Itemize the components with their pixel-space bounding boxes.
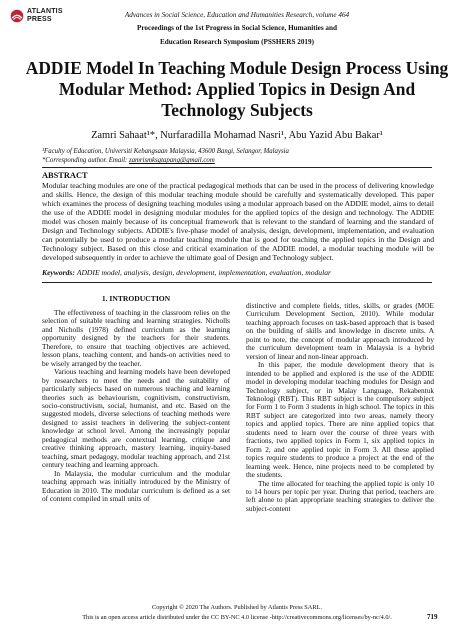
body-paragraph: distinctive and complete fields, titles, skills, or grades (MOE Curriculum Development Section, 2010). While modular teaching approach focuses on task-based approach that is based on the building of skills and knowledge in discrete units. A point to note, the concept of modular approach introduced by the curriculum development team in Malaysia is a hybrid version of linear and non-linear approach.	[246, 301, 434, 361]
right-column	[246, 302, 434, 513]
corresponding-author	[42, 156, 289, 165]
author-list: Zamri Sahaat¹*, Nurfaradilla Mohamad Nasri¹, Abu Yazid Abu Bakar¹	[91, 130, 383, 141]
keywords-list: ADDIE model, analysis, design, development, implementation, evaluation, modular	[76, 268, 331, 277]
series-header: Advances in Social Science, Education and Humanities Research, volume 464	[124, 11, 350, 19]
corresponding-email-link[interactable]: zamrismksgtapang@gmail.com	[128, 157, 215, 164]
body-paragraph: Various teaching and learning models have been developed by researchers to meet the needs and the suitability of particularly subjects based on numerous teaching and learning theories such as behaviourism, cognitivism, constructivism, socio-constructivism, social, humanist, and etc. Based on the suggested models, diverse selections of teaching methods were designed to assist teachers in delivering the subject-content knowledge at school level. Among the increasingly popular pedagogical methods are contextual learning, critique and creative thinking approach, mastery learning, inquiry-based teaching, smart pedagogy, modular teaching approach, and 21st century teaching and learning approach.	[42, 367, 230, 470]
abstract-heading: ABSTRACT	[42, 171, 88, 180]
abstract-text: Modular teaching modules are one of the practical pedagogical methods that can be used in the process of delivering knowledge and skills. Hence, the design of this modular teaching module should be carefully and systematically developed. This paper which examines the process of designing teaching modules using a modular approach based on the ADDIE model, aims to detail the use of the ADDIE model in designing modular modules for the applied topics of the design and technology. The ADDIE model was chosen mainly because of its conceptual framework that is relevant to the standard of learning and the standard of Design and Technology subjects. ADDIE's five-phase model of analysis, design, development, implementation, and evaluation can potentially be used to produce a modular teaching module that is good for teaching the applied topics in the Design and Technology subject. Based on this close and critical examination of the ADDIE model, a modular teaching module will be developed subsequently in order to achieve the ultimate goal of Design and Technology subject.	[42, 181, 434, 263]
paper-title	[20, 58, 454, 121]
proceedings-header: Proceedings of the 1st Progress in Social Science, Humanities and	[136, 24, 338, 32]
body-paragraph: The effectiveness of teaching in the classroom relies on the selection of suitable teaching and learning strategies. Nicholls and Nicholls (1978) defined curriculum as the learning opportunity designed by the teachers for their students. Therefore, to ensure that teaching objectives are achieved, lesson plans, teaching content, and hands-on activities need to be wisely arranged by the teacher.	[42, 308, 230, 368]
abstract-top-divider	[42, 167, 432, 168]
corresponding-label: *Corresponding author. Email:	[42, 157, 128, 164]
publisher-name-line2: PRESS	[27, 15, 52, 23]
title-line: Modular Method: Applied Topics in Design And	[58, 79, 416, 99]
publisher-name-line1: ATLANTIS	[27, 8, 63, 15]
body-paragraph: In Malaysia, the modular curriculum and the modular teaching approach was initially introduced by the Ministry of Education in 2010. The modular curriculum is defined as a set of content compiled in small units of	[42, 468, 230, 503]
keywords-bottom-divider	[42, 282, 432, 283]
copyright-notice: Copyright © 2020 The Authors. Published by Atlantis Press SARL.	[152, 604, 322, 611]
section-heading-introduction: 1. INTRODUCTION	[101, 294, 171, 303]
affiliations	[42, 147, 289, 165]
left-column	[42, 309, 230, 503]
symposium-header: Education Research Symposium (PSSHERS 2019)	[159, 38, 315, 46]
body-paragraph: The time allocated for teaching the applied topic is only 10 to 14 hours per topic per year. During that period, teachers are left alone to plan appropriate teaching strategies to deliver the subject-content	[246, 478, 434, 513]
body-paragraph: In this paper, the module development theory that is intended to be applied and explored is the use of the ADDIE model in developing modular teaching modules for Design and Technology subject, or in Malay Language, Rekabentuk Teknologi (RBT). This RBT subject is the compulsory subject for Form 1 to Form 3 students in high school. The topics in this RBT subject are categorized into two areas, namely theory topics and applied topics. There are nine applied topics that students need to learn over the course of three years with fractions, two applied topics in Form 1, six applied topics in Form 2, and one applied topic in Form 3. All these applied topics require students to produce a project at the end of the learning week. Hence, nine projects need to be completed by the students.	[246, 360, 434, 480]
keywords	[42, 268, 331, 277]
keywords-label: Keywords:	[42, 268, 75, 277]
page-number: 719	[427, 613, 438, 621]
affiliation-text: ¹Faculty of Education, Universiti Kebangsaan Malaysia, 43600 Bangi, Selangor, Malaysia	[42, 148, 289, 155]
title-line: Technology Subjects	[161, 100, 313, 120]
title-line: ADDIE Model In Teaching Module Design Process Using	[25, 58, 449, 78]
license-notice: This is an open access article distributed under the CC BY-NC 4.0 license -http://creativecommons.org/licenses/by-nc/4.0/.	[82, 614, 392, 621]
